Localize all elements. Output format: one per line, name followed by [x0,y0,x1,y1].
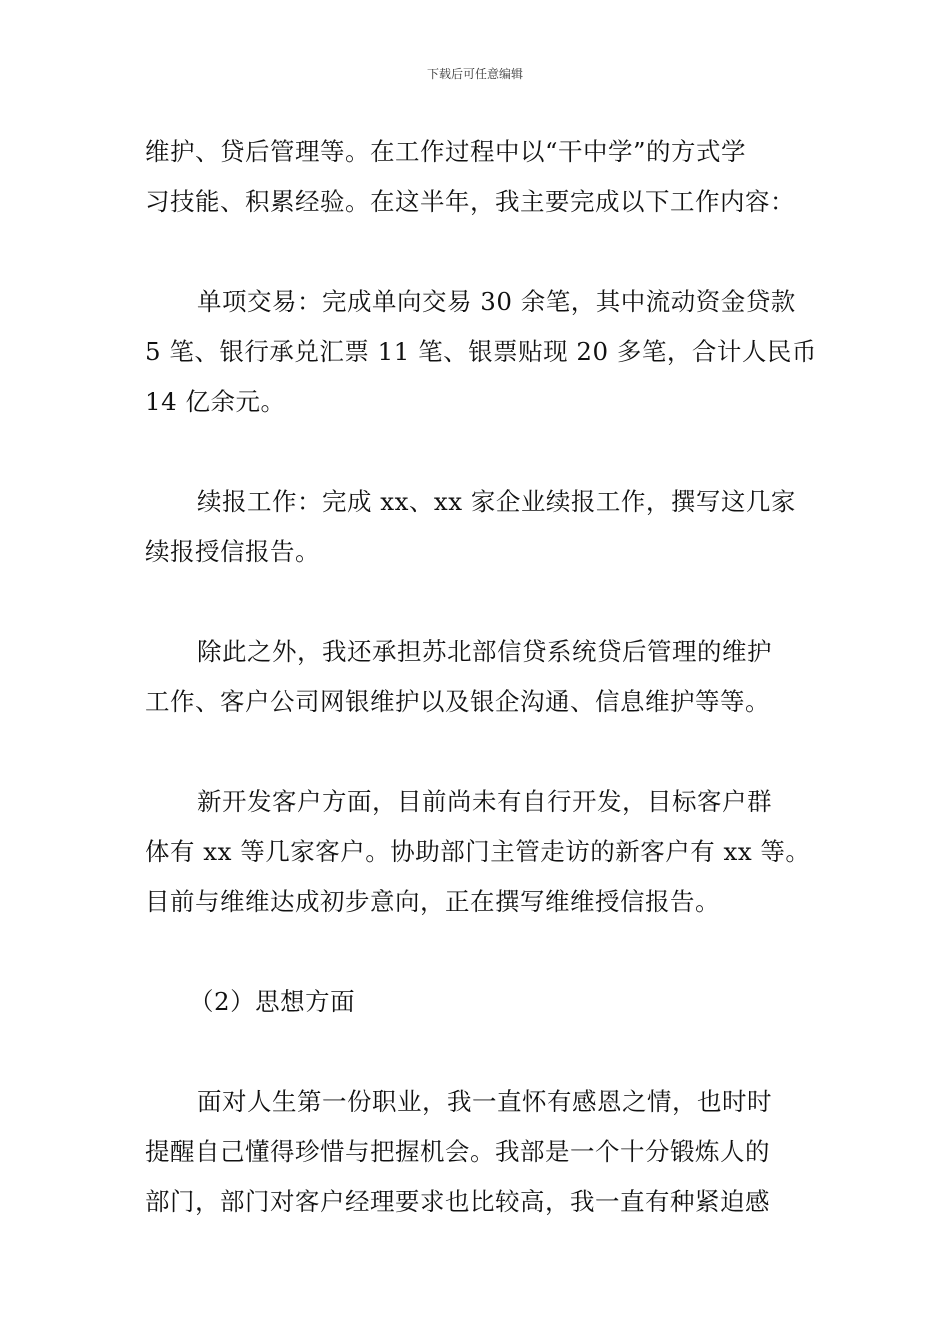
page-header: 下载后可任意编辑 [426,67,523,81]
text-line: 续报授信报告。 [145,537,320,566]
paragraph-work-scope [145,127,809,227]
text-line: 除此之外，我还承担苏北部信贷系统贷后管理的维护 [197,637,772,666]
section-heading: （2）思想方面 [189,987,356,1016]
paragraph-gratitude [145,1077,809,1227]
text-line: 习技能、积累经验。在这半年，我主要完成以下工作内容： [145,187,795,216]
paragraph-new-clients [145,777,809,927]
text-line: 维护、贷后管理等。在工作过程中以“干中学”的方式学 [145,137,747,166]
text-line: 提醒自己懂得珍惜与把握机会。我部是一个十分锻炼人的 [145,1137,770,1166]
paragraph-renewal-work [145,477,809,577]
paragraph-single-transactions [145,277,817,427]
text-line: 续报工作：完成 xx、xx 家企业续报工作，撰写这几家 [197,487,796,516]
text-line: 部门，部门对客户经理要求也比较高，我一直有种紧迫感 [145,1187,770,1216]
paragraph-other-duties [145,627,809,727]
text-line: 14 亿余元。 [145,387,286,416]
text-line: 体有 xx 等几家客户。协助部门主管走访的新客户有 xx 等。 [145,837,811,866]
text-line: 面对人生第一份职业，我一直怀有感恩之情，也时时 [197,1087,772,1116]
text-line: 5 笔、银行承兑汇票 11 笔、银票贴现 20 多笔，合计人民币 [145,337,817,366]
text-line: 目前与维维达成初步意向，正在撰写维维授信报告。 [145,887,720,916]
text-line: 新开发客户方面，目前尚未有自行开发，目标客户群 [197,787,772,816]
text-line: 单项交易：完成单向交易 30 余笔，其中流动资金贷款 [197,287,796,316]
text-line: 工作、客户公司网银维护以及银企沟通、信息维护等等。 [145,687,770,716]
document-body [145,127,817,1227]
section-heading-thought [145,977,809,1027]
